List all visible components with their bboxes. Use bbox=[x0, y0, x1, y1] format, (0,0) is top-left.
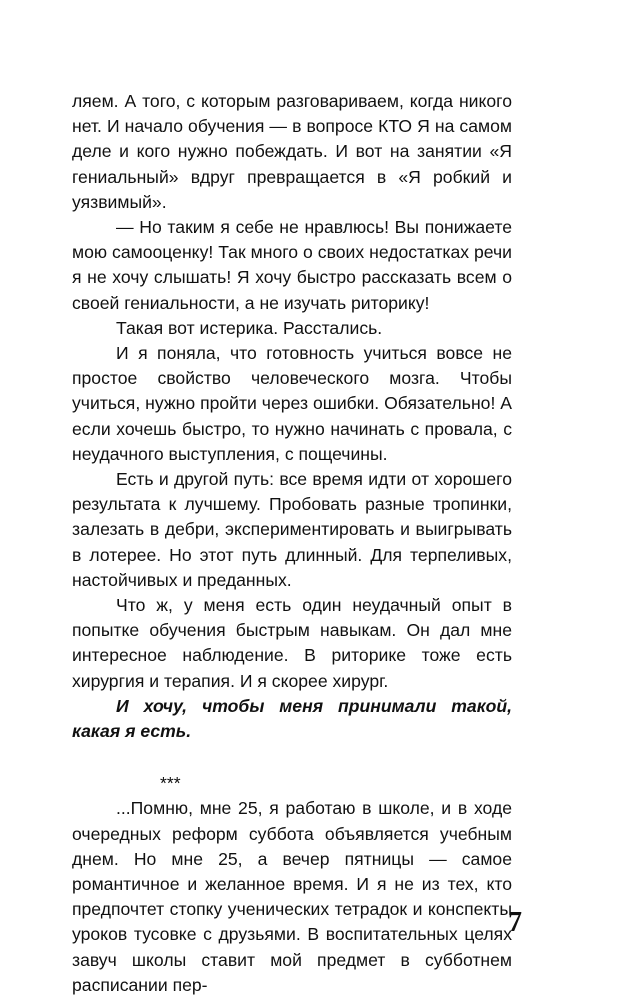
paragraph: Такая вот истерика. Расстались. bbox=[116, 317, 383, 338]
page-number: 7 bbox=[508, 907, 522, 938]
body-text bbox=[72, 89, 512, 998]
paragraph: ...Помню, мне 25, я работаю в школе, и в ходе очередных реформ суббота объявляется учебным днем. Но мне 25, а вечер пятницы — самое романтичное и желанное время. И я не из тех, кто предпочтет стопку ученических тетрадок и конспекты уроков тусовке с друзьями. В воспитательных целях завуч школы ставит мой предмет в субботнем расписании пер- bbox=[72, 798, 512, 995]
emphasized-paragraph: И хочу, чтобы меня принимали такой, какая я есть. bbox=[72, 695, 512, 742]
paragraph: — Но таким я себе не нравлюсь! Вы понижаете мою самооценку! Так много о своих недостатках речи я не хочу слышать! Я хочу быстро рассказать всем о своей гениальности, а не изучать риторику! bbox=[72, 217, 512, 313]
paragraph: Есть и другой путь: все время идти от хорошего результата к лучшему. Пробовать разные тропинки, залезать в дебри, экспериментировать и выигрывать в лотерее. Но этот путь длинный. Для терпеливых, настойчивых и преданных. bbox=[72, 469, 512, 590]
paragraph: И я поняла, что готовность учиться вовсе не простое свойство человеческого мозга. Чтобы учиться, нужно пройти через ошибки. Обязательно! А если хочешь быстро, то нужно начинать с провала, с неудачного выступления, с пощечины. bbox=[72, 343, 512, 464]
section-divider: *** bbox=[160, 773, 181, 794]
paragraph: Что ж, у меня есть один неудачный опыт в попытке обучения быстрым навыкам. Он дал мне интересное наблюдение. В риторике тоже есть хирургия и терапия. И я скорее хирург. bbox=[72, 595, 512, 691]
paragraph: ляем. А того, с которым разговариваем, когда никого нет. И начало обучения — в вопросе КТО Я на самом деле и кого нужно побеждать. И вот на занятии «Я гениальный» вдруг превращается в «Я робкий и уязвимый». bbox=[72, 91, 512, 212]
section-gap bbox=[72, 744, 512, 771]
